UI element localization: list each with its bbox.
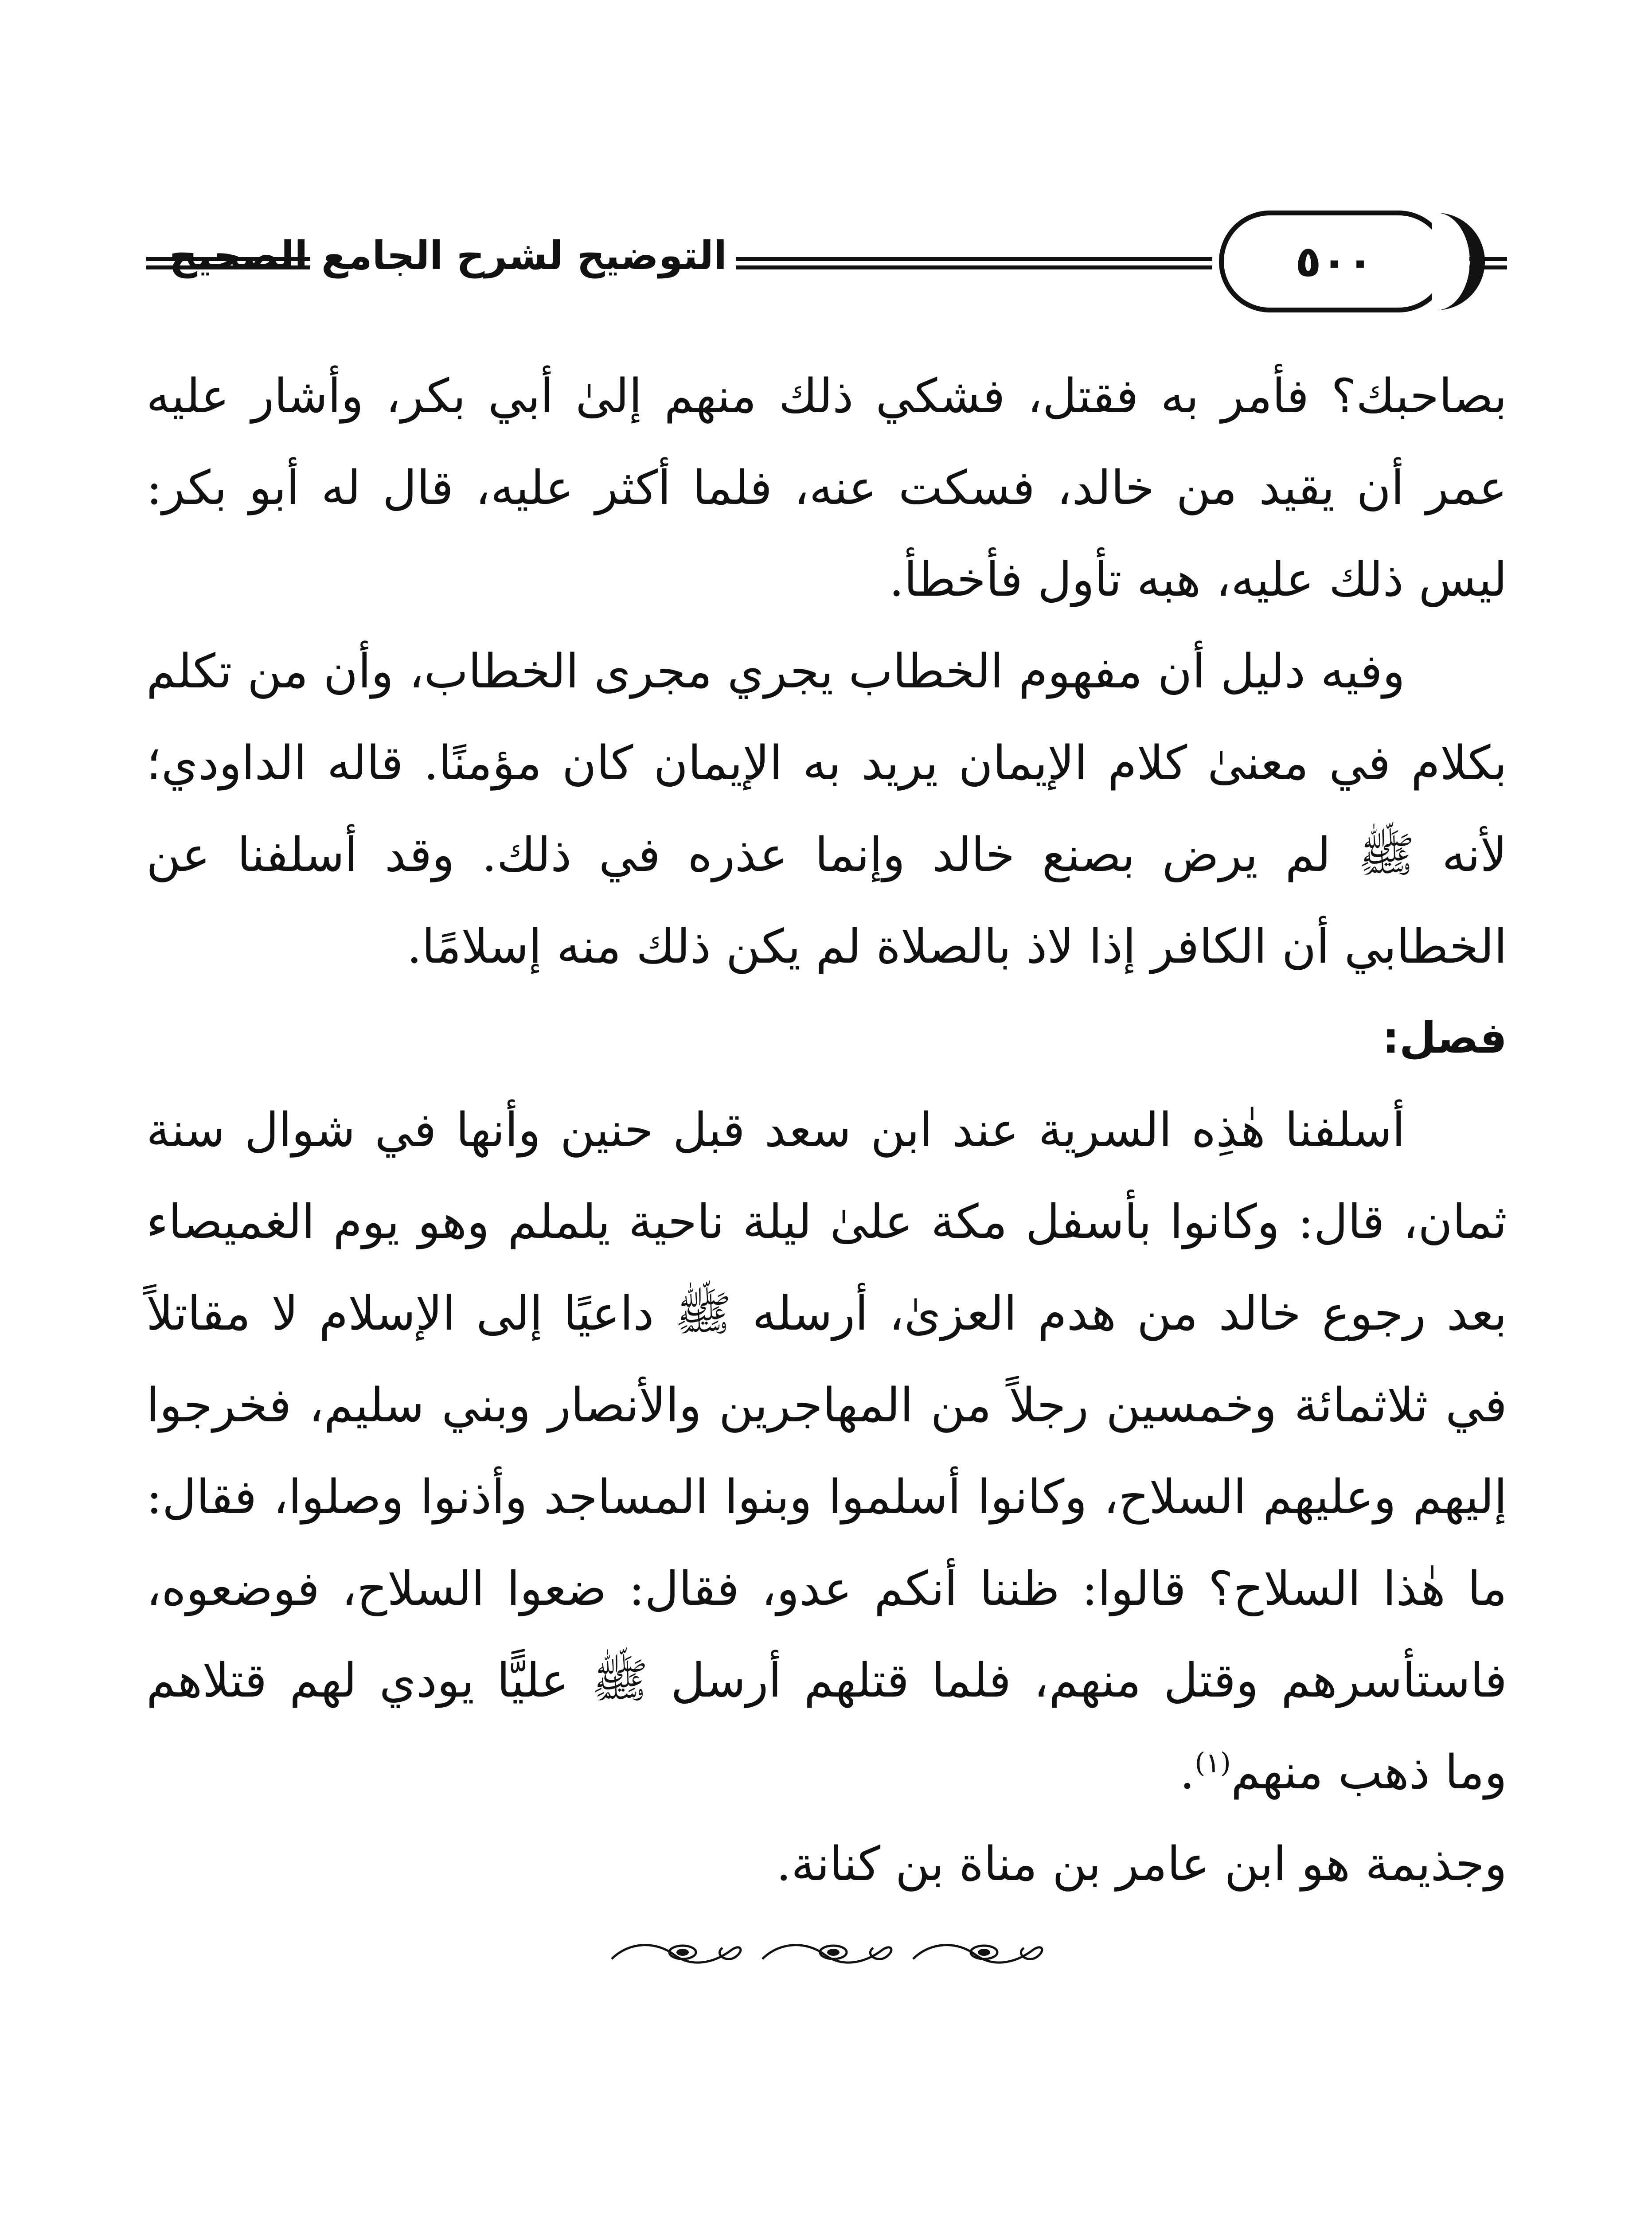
book-title: التوضيح لشرح الجامع الصحيح [169,233,727,278]
paragraph-3 [146,1084,1507,1818]
header-rule-middle [736,257,1212,269]
paragraph-2: وفيه دليل أن مفهوم الخطاب يجري مجرى الخطاب، وأن من تكلم بكلام في معنىٰ كلام الإيمان يريد به الإيمان كان مؤمنًا. قاله الداودي؛ لأنه ﷺ لم يرض بصنع خالد وإنما عذره في ذلك. وقد أسلفنا عن الخطابي أن الكافر إذا لاذ بالصلاة لم يكن ذلك منه إسلامًا. [146,644,1507,974]
main-text [146,350,1507,1910]
header-rule-right [1469,257,1507,269]
ornament-left-motif [612,1945,741,1962]
paragraph-3-text: أسلفنا هٰذِه السرية عند ابن سعد قبل حنين وأنها في شوال سنة ثمان، قال: وكانوا بأسفل مكة علىٰ ليلة ناحية يلملم وهو يوم الغميصاء بعد رجوع خالد من هدم العزىٰ، أرسله ﷺ داعيًا إلى الإسلام لا مقاتلاً في ثلاثمائة وخمسين رجلاً من المهاجرين والأنصار وبني سليم، فخرجوا إليهم وعليهم السلاح، وكانوا أسلموا وبنوا المساجد وأذنوا وصلوا، فقال: ما هٰذا السلاح؟ قالوا: ظننا أنكم عدو، فقال: ضعوا السلاح، فوضعوه، فاستأسرهم وقتل منهم، فلما قتلهم أرسل ﷺ عليًّا يودي لهم قتلاهم وما ذهب منهم [146,1103,1507,1799]
section-end-ornament [603,1932,1051,1972]
section-heading: فصل: [1382,1013,1507,1063]
ornament-right-motif [913,1945,1042,1962]
running-header [146,208,1507,324]
paragraph-3-end: . [1179,1745,1195,1799]
footnote-reference: (١) [1195,1746,1231,1779]
ornament-center-motif [762,1945,891,1962]
paragraph-4: وجذيمة هو ابن عامر بن مناة بن كنانة. [776,1837,1507,1891]
paragraph-1: بصاحبك؟ فأمر به فقتل، فشكي ذلك منهم إلىٰ أبي بكر، وأشار عليه عمر أن يقيد من خالد، فسكت عنه، فلما أكثر عليه، قال له أبو بكر: ليس ذلك عليه، هبه تأول فأخطأ. [146,369,1507,607]
page-number: ٥٠٠ [1219,211,1449,312]
